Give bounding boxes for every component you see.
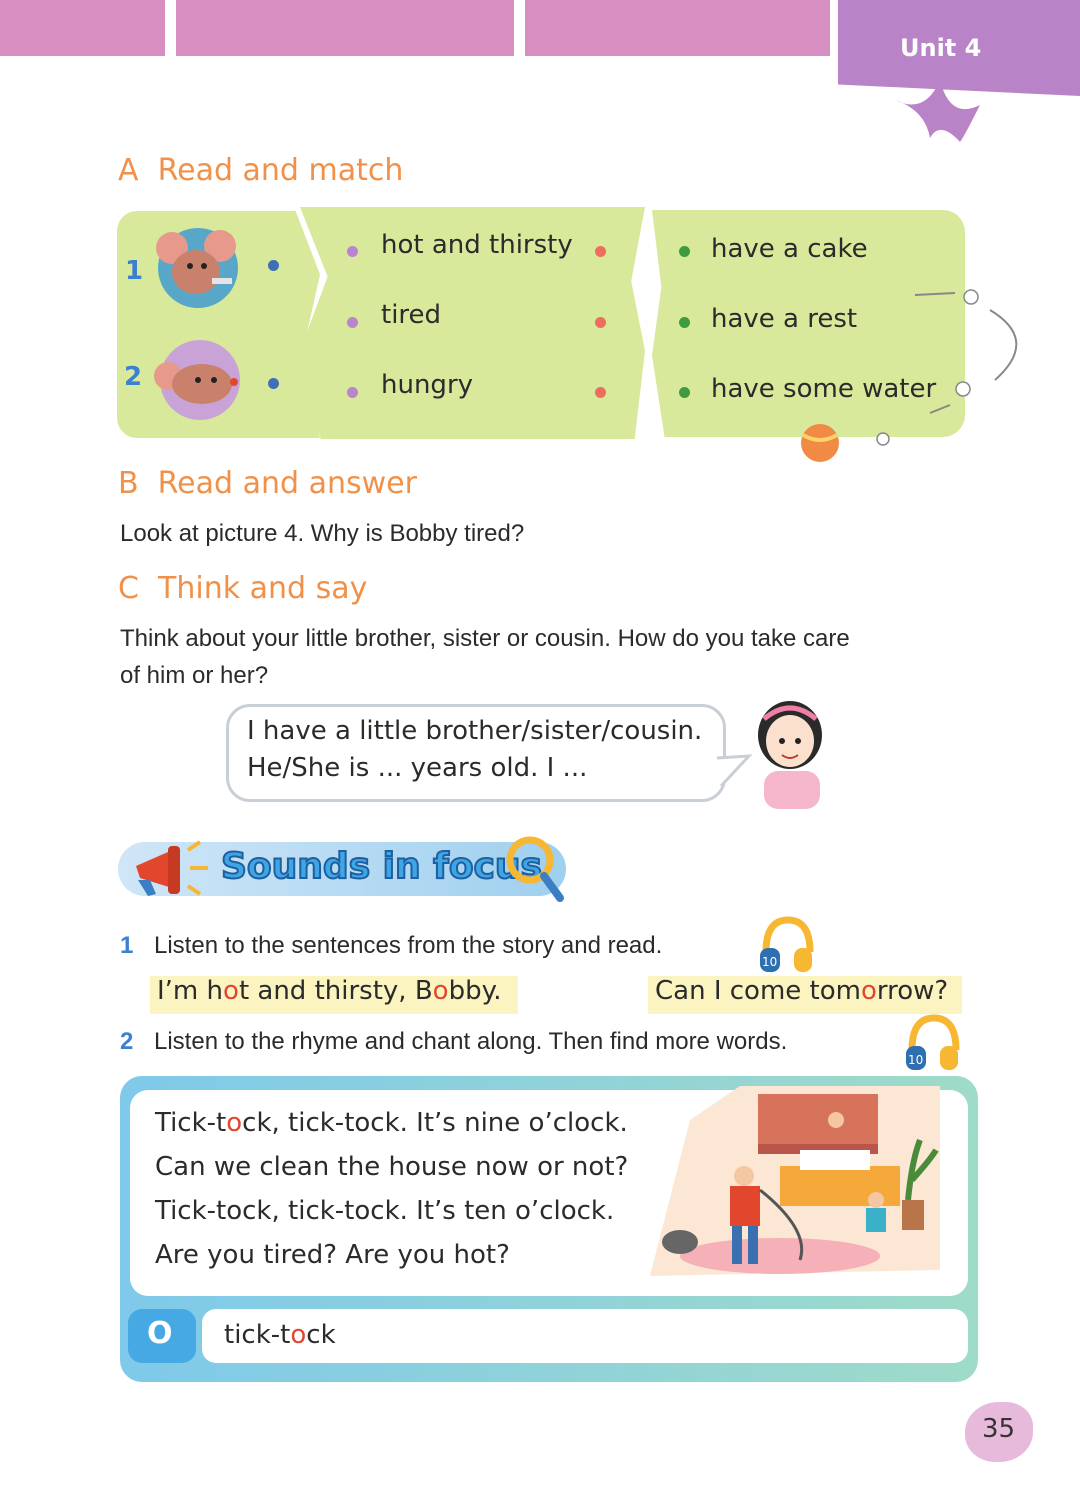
mouse-character-2-icon [150, 336, 250, 422]
family-cleaning-illustration [650, 1080, 950, 1285]
headphones-icon-2[interactable] [904, 1012, 960, 1072]
rhyme-line-1: Tick-tock, tick-tock. It’s nine o’clock. [155, 1108, 628, 1138]
section-c-letter: C [118, 571, 139, 606]
sentence-2: Can I come tomorrow? [655, 976, 949, 1006]
bubble-line-2: He/She is ... years old. I ... [247, 753, 588, 783]
headphones-icon-1[interactable] [758, 914, 814, 974]
section-c-title-text: Think and say [158, 571, 368, 606]
section-b-question: Look at picture 4. Why is Bobby tired? [120, 520, 525, 547]
page-number: 35 [982, 1414, 1016, 1444]
match-number-1: 1 [125, 256, 144, 286]
letter-o-label: O [147, 1316, 173, 1351]
action-dot-2[interactable] [679, 317, 690, 328]
section-b-letter: B [118, 466, 139, 501]
sounds-item1-number: 1 [120, 932, 134, 959]
feeling-1: hot and thirsty [381, 230, 573, 260]
feeling-dot-1[interactable] [347, 246, 358, 257]
section-a-letter: A [118, 153, 139, 188]
action-1: have a cake [711, 234, 868, 264]
top-tab-3 [525, 0, 830, 56]
match-dot-1[interactable] [268, 260, 279, 271]
svg-text:10: 10 [908, 1053, 924, 1067]
bouncing-ball-icon [795, 285, 1040, 470]
mouse-character-1-icon [150, 222, 250, 312]
top-tab-2 [176, 0, 514, 56]
megaphone-icon [128, 836, 218, 902]
magnifier-icon [500, 832, 566, 904]
feeling-2: tired [381, 300, 442, 330]
section-c-prompt-line1: Think about your little brother, sister or cousin. How do you take care [120, 625, 850, 652]
sounds-item2-text: Listen to the rhyme and chant along. Then find more words. [154, 1028, 788, 1055]
match-number-2: 2 [124, 362, 143, 392]
sentence-1: I’m hot and thirsty, Bobby. [157, 976, 502, 1006]
section-a-title-text: Read and match [157, 153, 404, 188]
feeling-dot-right-3[interactable] [595, 387, 606, 398]
feeling-3: hungry [381, 370, 474, 400]
section-c-title [118, 571, 367, 606]
unit-label: Unit 4 [900, 34, 982, 62]
rhyme-line-4: Are you tired? Are you hot? [155, 1240, 510, 1270]
sounds-item1-text: Listen to the sentences from the story and read. [154, 932, 663, 959]
section-b-title-text: Read and answer [157, 466, 417, 501]
sounds-title: Sounds in focus [221, 846, 542, 887]
girl-character-icon [752, 697, 832, 809]
flower-decoration-icon [885, 60, 1005, 145]
section-b-title [118, 466, 417, 501]
example-word: tick-tock [224, 1320, 336, 1350]
action-dot-1[interactable] [679, 246, 690, 257]
feeling-dot-3[interactable] [347, 387, 358, 398]
svg-text:10: 10 [762, 955, 778, 969]
feeling-dot-2[interactable] [347, 317, 358, 328]
top-tab-1 [0, 0, 165, 56]
sounds-item2-number: 2 [120, 1028, 134, 1055]
rhyme-line-3: Tick-tock, tick-tock. It’s ten o’clock. [155, 1196, 615, 1226]
feeling-dot-right-2[interactable] [595, 317, 606, 328]
section-c-prompt-line2: of him or her? [120, 662, 269, 689]
section-a-title [118, 153, 403, 188]
action-2: have a rest [711, 304, 858, 334]
match-dot-2[interactable] [268, 378, 279, 389]
action-3: have some water [711, 374, 937, 404]
speech-bubble-tail [715, 752, 755, 792]
rhyme-line-2: Can we clean the house now or not? [155, 1152, 629, 1182]
feeling-dot-right-1[interactable] [595, 246, 606, 257]
bubble-line-1: I have a little brother/sister/cousin. [247, 716, 703, 746]
action-dot-3[interactable] [679, 387, 690, 398]
